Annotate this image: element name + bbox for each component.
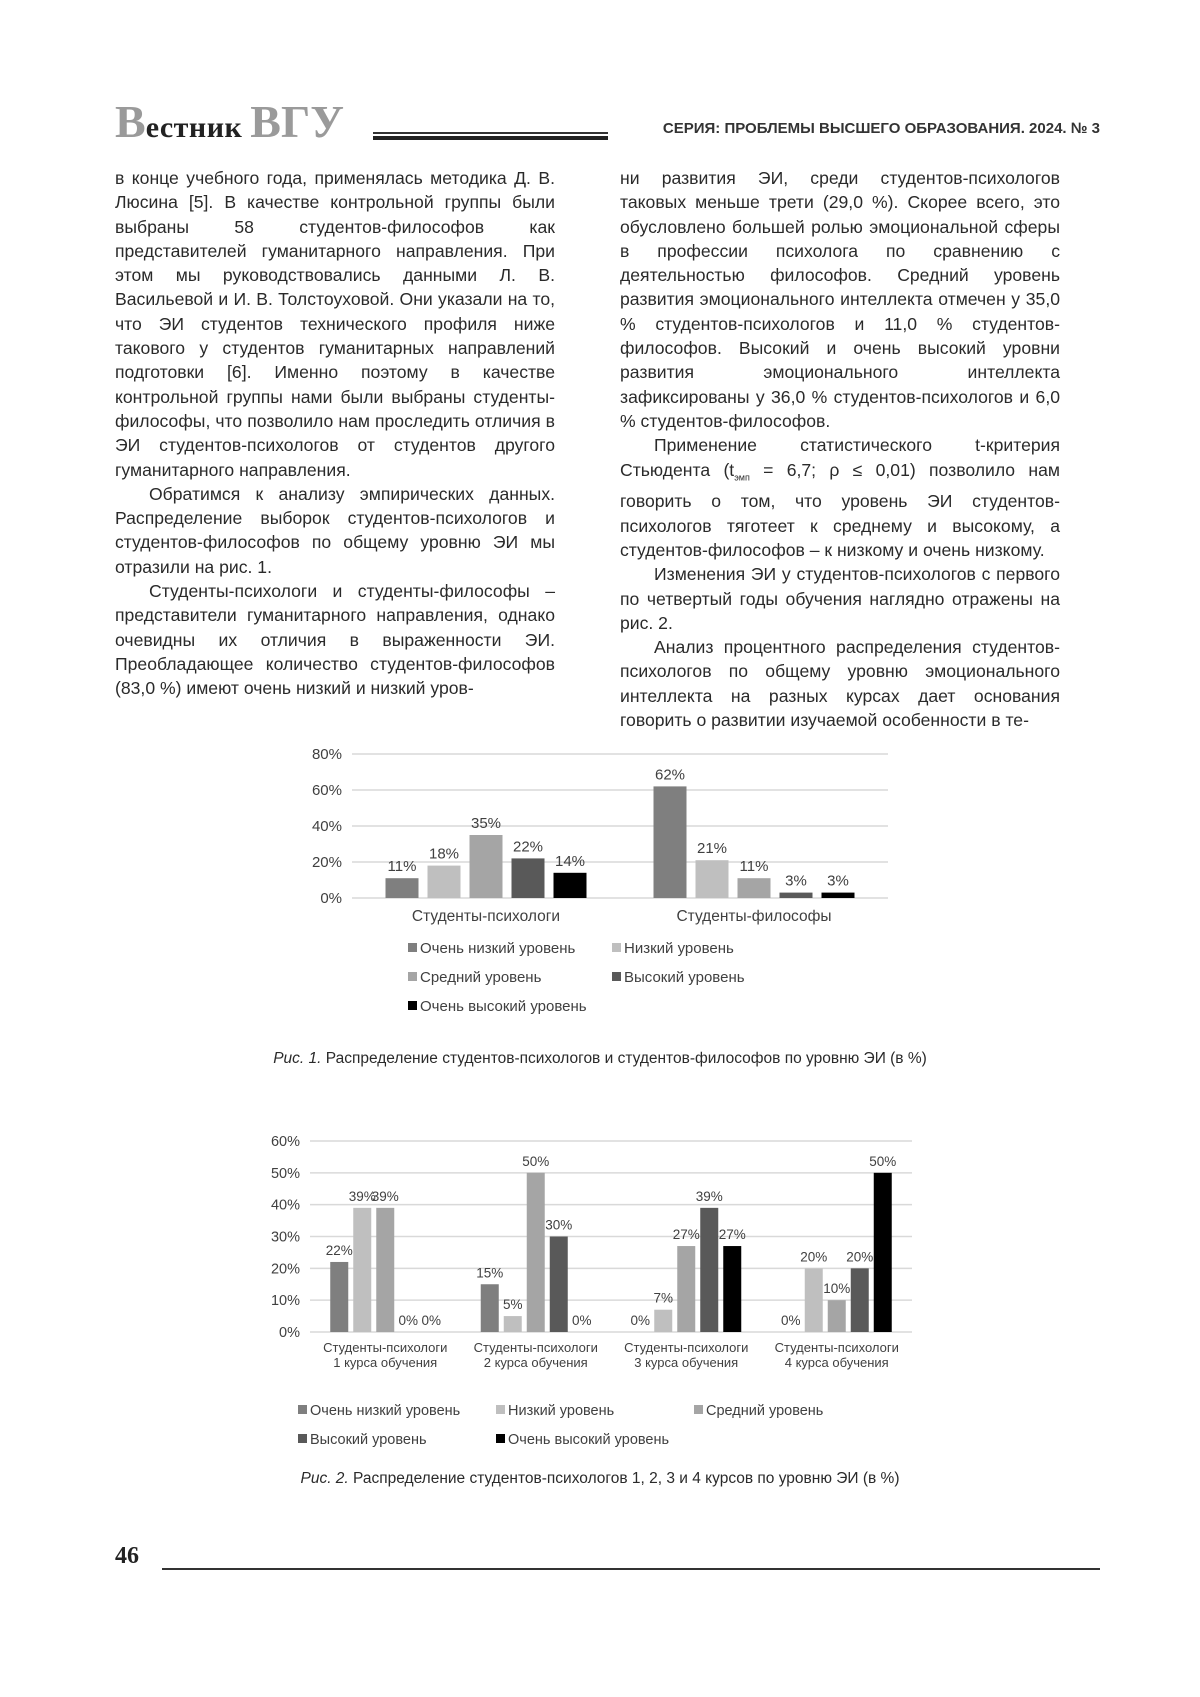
left-column <box>115 166 555 701</box>
caption-label: Рис. 2. <box>300 1470 349 1487</box>
data-label: 0% <box>630 1313 651 1328</box>
x-category-label: 4 курса обучения <box>784 1355 889 1370</box>
bar <box>512 858 545 898</box>
chart-1 <box>0 740 1200 1040</box>
bar <box>504 1316 522 1332</box>
header-rule <box>373 132 608 140</box>
bar <box>805 1268 823 1332</box>
data-label: 21% <box>696 840 728 858</box>
data-label: 3% <box>785 872 807 890</box>
bar <box>677 1246 695 1332</box>
x-category-label: Студенты-психологи <box>411 908 561 925</box>
legend-label: Очень высокий уровень <box>420 998 587 1015</box>
data-label: 20% <box>846 1249 874 1265</box>
paragraph: ни развития ЭИ, среди студентов-психологов таковых меньше трети (29,0 %). Скорее всего, это обусловлено большей ролью эмоциональной сферы в профессии психолога по сравнению с деятельностью философов. Средний уровень развития эмоционального интеллекта отмечен у 35,0 % студентов-психологов и 11,0 % студентов-философов. Высокий и очень высокий уровни развития эмоционального интеллекта зафиксированы у 36,0 % студентов-психологов и 6,0 % студентов-философов. <box>620 168 1060 431</box>
legend-swatch <box>408 1001 417 1010</box>
data-label: 0% <box>421 1313 442 1328</box>
data-label: 62% <box>654 766 686 784</box>
data-label: 0% <box>780 1313 801 1328</box>
data-label: 27% <box>672 1227 700 1243</box>
journal-logo-abbr: ВГУ <box>250 96 344 147</box>
series-title: СЕРИЯ: ПРОБЛЕМЫ ВЫСШЕГО ОБРАЗОВАНИЯ. 2024. № 3 <box>662 120 1100 137</box>
bar <box>428 866 461 898</box>
data-label: 22% <box>512 838 544 856</box>
text: = 6,7; ρ ≤ 0,01) позволило нам говорить о том, что уровень ЭИ студентов-психологов тяготеет к среднему и высокому, а студентов-философов – к низкому и очень низкому. <box>620 459 1060 560</box>
paragraph: Изменения ЭИ у студентов-психологов с первого по четвертый годы обучения наглядно отражены на рис. 2. <box>620 564 1060 633</box>
journal-logo <box>115 96 344 155</box>
x-category-label: Студенты-психологи <box>473 1340 598 1355</box>
legend-swatch <box>612 972 621 981</box>
bar <box>780 893 813 898</box>
bar <box>470 835 503 898</box>
y-tick-label: 60% <box>311 782 342 799</box>
bar <box>386 878 419 898</box>
figure-1-caption <box>0 1050 1200 1068</box>
y-tick-label: 0% <box>320 890 342 907</box>
chart-2 <box>0 1125 1200 1465</box>
figure-2 <box>0 1125 1200 1465</box>
y-tick-label: 30% <box>270 1229 300 1246</box>
data-label: 11% <box>387 858 417 876</box>
bar <box>654 786 687 898</box>
data-label: 0% <box>398 1313 419 1328</box>
data-label: 35% <box>470 815 502 832</box>
legend-label: Низкий уровень <box>508 1403 615 1419</box>
y-tick-label: 10% <box>270 1293 300 1310</box>
bar <box>828 1300 846 1332</box>
footer-rule <box>162 1568 1100 1570</box>
data-label: 27% <box>718 1227 746 1243</box>
x-category-label: 1 курса обучения <box>333 1355 438 1370</box>
bar <box>353 1208 371 1332</box>
x-category-label: Студенты-психологи <box>774 1340 899 1355</box>
legend-swatch <box>694 1405 703 1414</box>
caption-text: Распределение студентов-психологов и студентов-философов по уровню ЭИ (в %) <box>321 1050 927 1067</box>
y-tick-label: 60% <box>270 1134 300 1150</box>
figure-1 <box>0 740 1200 1040</box>
y-tick-label: 0% <box>279 1325 300 1341</box>
bar <box>376 1208 394 1332</box>
bar <box>330 1262 348 1332</box>
text: Применение статистического t-критерия Стьюдента (t <box>620 435 1060 480</box>
legend-label: Очень низкий уровень <box>310 1403 461 1419</box>
legend-swatch <box>408 943 417 952</box>
caption-text: Распределение студентов-психологов 1, 2, 3 и 4 курсов по уровню ЭИ (в %) <box>348 1470 900 1487</box>
data-label: 10% <box>823 1281 851 1297</box>
bar <box>874 1173 892 1332</box>
x-category-label: 3 курса обучения <box>634 1355 739 1370</box>
right-column <box>620 166 1060 732</box>
bar <box>822 893 855 898</box>
data-label: 39% <box>348 1188 376 1204</box>
bar <box>654 1310 672 1332</box>
x-category-label: Студенты-философы <box>676 908 832 925</box>
legend-swatch <box>298 1434 307 1443</box>
y-tick-label: 20% <box>270 1261 300 1278</box>
y-tick-label: 80% <box>311 746 342 763</box>
page-number: 46 <box>115 1543 139 1569</box>
bar <box>554 873 587 898</box>
bar <box>527 1173 545 1332</box>
data-label: 50% <box>522 1153 550 1169</box>
data-label: 20% <box>800 1249 828 1265</box>
y-tick-label: 50% <box>270 1165 300 1182</box>
legend-swatch <box>408 972 417 981</box>
legend-label: Высокий уровень <box>310 1432 427 1448</box>
legend-label: Средний уровень <box>420 969 542 986</box>
legend-swatch <box>496 1405 505 1414</box>
data-label: 3% <box>827 872 849 890</box>
page-header <box>115 96 1100 147</box>
legend-label: Высокий уровень <box>624 969 745 986</box>
paragraph: Студенты-психологи и студенты-философы – представители гуманитарного направления, однако очевидны их отличия в выраженности ЭИ. Преобладающее количество студентов-философов (83,0 %) имеют очень низкий и низкий уров- <box>115 581 555 699</box>
legend-label: Низкий уровень <box>624 940 734 957</box>
data-label: 50% <box>869 1153 897 1169</box>
bar <box>696 860 729 898</box>
data-label: 39% <box>371 1188 399 1204</box>
bar <box>700 1208 718 1332</box>
legend-label: Средний уровень <box>706 1403 824 1419</box>
subscript: эмп <box>734 472 750 483</box>
data-label: 5% <box>502 1297 523 1313</box>
journal-logo-word: естник <box>145 111 243 144</box>
caption-label: Рис. 1. <box>273 1050 322 1067</box>
legend-swatch <box>496 1434 505 1443</box>
data-label: 30% <box>545 1217 573 1233</box>
legend-swatch <box>298 1405 307 1414</box>
y-tick-label: 40% <box>270 1197 300 1214</box>
data-label: 14% <box>554 852 586 870</box>
bar <box>550 1237 568 1333</box>
journal-logo-initial: В <box>115 96 146 147</box>
paragraph: Анализ процентного распределения студентов-психологов по общему уровню эмоционального интеллекта на разных курсах дает основания говорить о развитии изучаемой особенности в те- <box>620 637 1060 731</box>
figure-2-caption <box>0 1470 1200 1488</box>
data-label: 22% <box>325 1242 353 1258</box>
bar <box>851 1268 869 1332</box>
y-tick-label: 40% <box>311 818 342 835</box>
paragraph: в конце учебного года, применялась методика Д. В. Люсина [5]. В качестве контрольной группы были выбраны 58 студентов-философов как представителей гуманитарного направления. При этом мы руководствовались данными Л. В. Васильевой и И. В. Толстоуховой. Они указали на то, что ЭИ студентов технического профиля ниже такового у студентов гуманитарных направлений подготовки [6]. Именно поэтому в качестве контрольной группы нами были выбраны студенты-философы, что позволило нам проследить отличия в ЭИ студентов-психологов от студентов другого гуманитарного направления. <box>115 168 555 480</box>
data-label: 11% <box>739 858 769 876</box>
bar <box>481 1284 499 1332</box>
data-label: 15% <box>476 1265 504 1281</box>
legend-swatch <box>612 943 621 952</box>
data-label: 18% <box>428 845 460 863</box>
legend-label: Очень высокий уровень <box>508 1432 670 1448</box>
data-label: 39% <box>695 1188 723 1204</box>
y-tick-label: 20% <box>311 854 342 871</box>
x-category-label: Студенты-психологи <box>624 1340 749 1355</box>
bar <box>738 878 771 898</box>
data-label: 7% <box>653 1290 674 1306</box>
paragraph: Обратимся к анализу эмпирических данных. Распределение выборок студентов-психологов и студентов-философов по общему уровню ЭИ мы отразили на рис. 1. <box>115 483 555 577</box>
bar <box>723 1246 741 1332</box>
x-category-label: 2 курса обучения <box>483 1355 588 1370</box>
x-category-label: Студенты-психологи <box>323 1340 448 1355</box>
legend-label: Очень низкий уровень <box>420 940 576 957</box>
paragraph-t-test <box>620 433 1060 562</box>
data-label: 0% <box>571 1313 592 1328</box>
